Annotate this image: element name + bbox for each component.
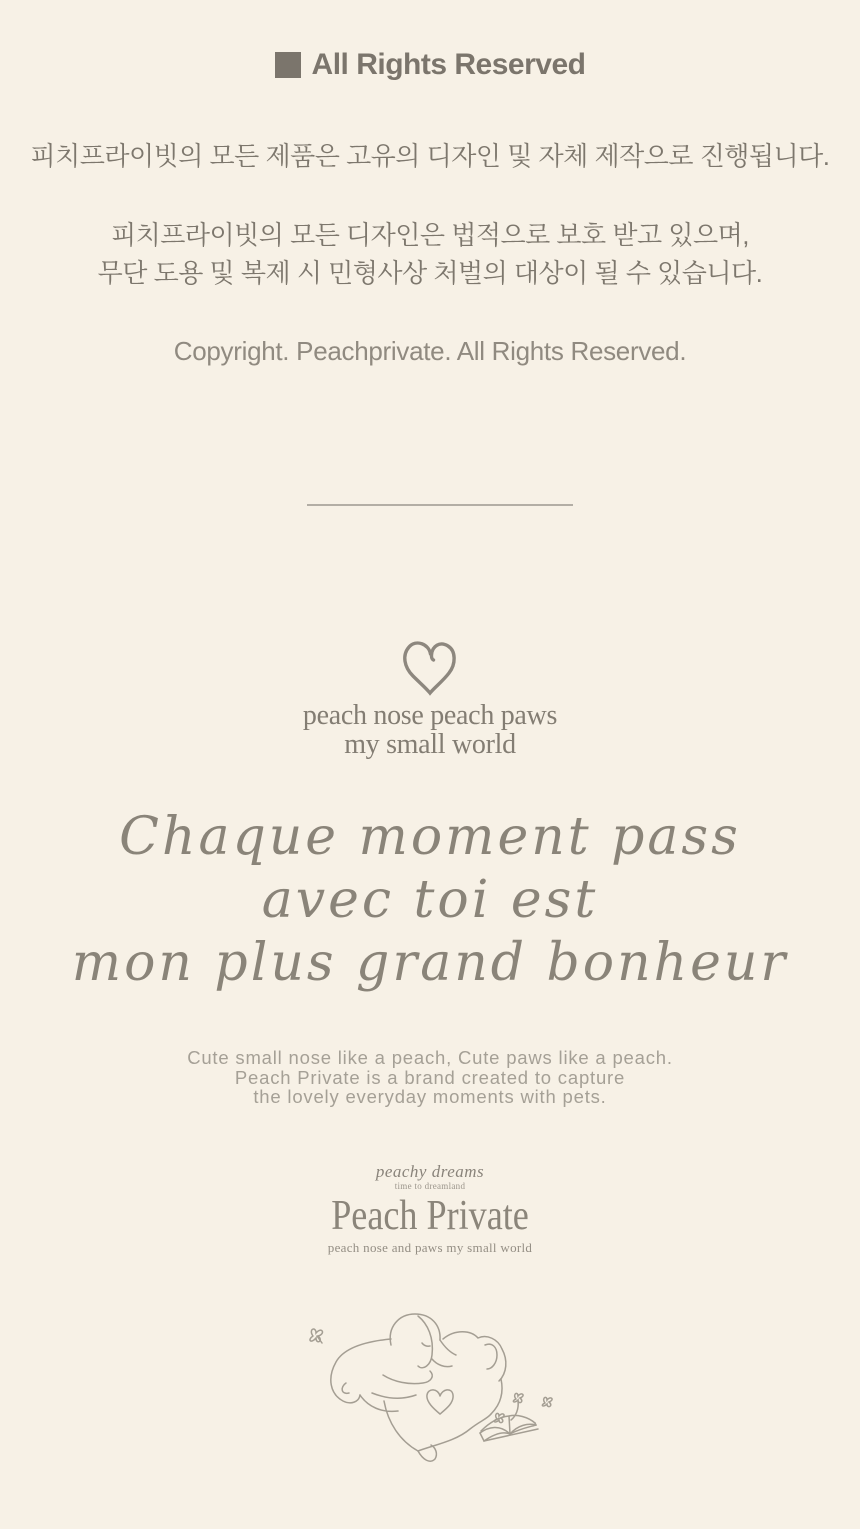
heart-outline-svg xyxy=(398,633,462,701)
brand-statement xyxy=(0,1048,860,1107)
divider-line xyxy=(307,504,573,506)
logo-subline: peach nose and paws my small world xyxy=(327,1240,533,1255)
sleeping-puppy-illustration xyxy=(288,1283,573,1473)
script-quote xyxy=(0,806,860,995)
statement-line-3: the lovely everyday moments with pets. xyxy=(253,1086,607,1107)
copyright-line: Copyright. Peachprivate. All Rights Reserved. xyxy=(173,336,687,366)
tagline-line-1: peach nose peach paws xyxy=(302,700,558,731)
notice-line-3: 무단 도용 및 복제 시 민형사상 처벌의 대상이 될 수 있습니다. xyxy=(97,258,763,288)
logo-name: Peach Private xyxy=(331,1193,529,1239)
rights-title: All Rights Reserved xyxy=(311,48,586,81)
tagline xyxy=(0,701,860,759)
logo-slogan-italic: peachy dreams xyxy=(375,1162,485,1181)
statement-line-2: Peach Private is a brand created to capture xyxy=(234,1066,626,1088)
notice-block xyxy=(0,216,860,292)
script-line-2: avec toi est xyxy=(261,870,599,930)
notice-line-2: 피치프라이빗의 모든 디자인은 법적으로 보호 받고 있으며, xyxy=(111,220,749,250)
rights-header xyxy=(0,48,860,82)
script-line-1: Chaque moment pass xyxy=(119,807,741,867)
heart-outline-icon xyxy=(0,633,860,701)
notice-line-1: 피치프라이빗의 모든 제품은 고유의 디자인 및 자체 제작으로 진행됩니다. xyxy=(30,141,830,171)
tagline-line-2: my small world xyxy=(344,729,516,760)
logo-slogan-small: time to dreamland xyxy=(394,1181,466,1191)
square-bullet-icon xyxy=(275,52,301,78)
sleeping-puppy-svg xyxy=(288,1283,573,1473)
script-line-3: mon plus grand bonheur xyxy=(71,933,789,993)
statement-line-1: Cute small nose like a peach, Cute paws like a peach. xyxy=(187,1047,673,1068)
brand-logo xyxy=(0,1162,860,1256)
